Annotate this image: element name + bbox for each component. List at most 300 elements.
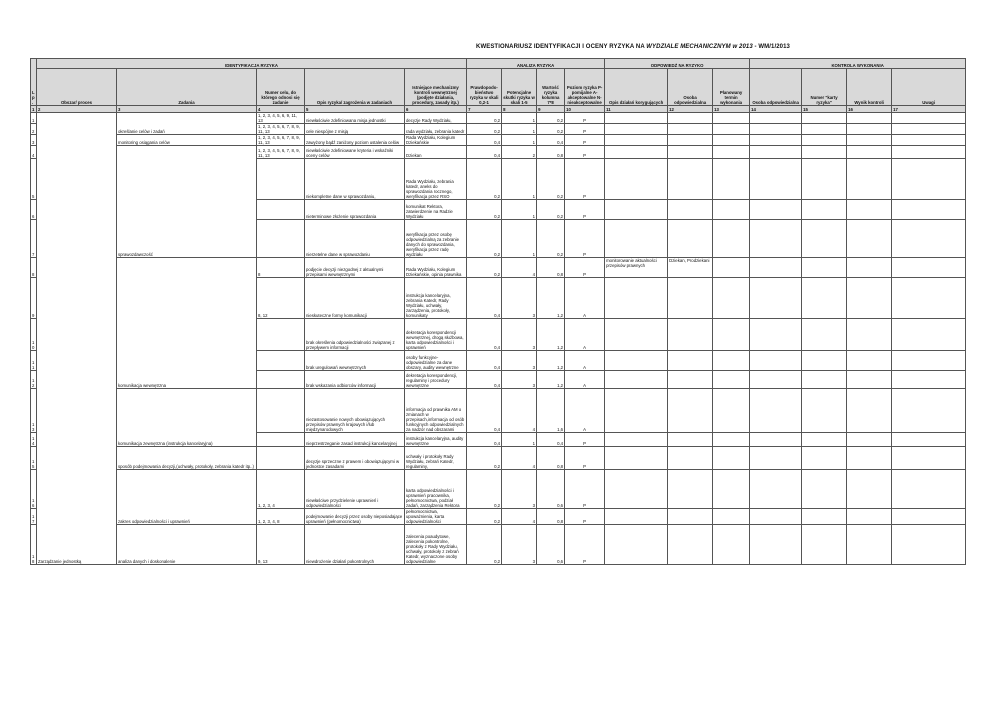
planned-date [713,508,750,524]
control-mechanisms: uchwały i protokoły Rady Wydziału, zebrań Katedr, regulaminy, [405,446,467,469]
document-title: KWESTIONARIUSZ IDENTYFIKACJI I OCENY RYZYKA NA WYDZIALE MECHANICZNYM w 2013 - WM/1/2013 [476,44,790,50]
control-mechanisms: weryfikacja przez osobę odpowiedzialną za zebranie danych do sprawozdania, weryfikacja przez radę wydziału [405,219,467,257]
remarks [892,199,966,219]
corrective-action [605,145,668,158]
planned-date [713,318,750,350]
control-result [847,370,892,388]
group-kontrola: KONTROLA WYKONANIA [750,59,966,69]
impact-value: 3 [502,277,537,318]
corrective-action [605,158,668,199]
control-person [750,469,802,508]
row-number: 8 [31,257,37,277]
remarks [892,469,966,508]
header-wartosc: Wartość ryzyka kolumna 7*8 [537,69,565,106]
responsible-person [668,277,713,318]
risk-level: P [565,257,605,277]
column-number: 17 [892,106,966,113]
risk-card-number [802,123,847,134]
risk-value: 0,6 [537,524,565,564]
risk-card-number [802,277,847,318]
control-result [847,469,892,508]
column-number: 4 [257,106,305,113]
risk-description: niewłaściwe przydzielenie uprawnień i odpowiedzialności [305,469,405,508]
row-number: 18 [31,524,37,564]
probability-value: 0,2 [467,469,502,508]
remarks [892,134,966,145]
corrective-action: monitorowanie aktualności przepisów prawnych [605,257,668,277]
row-number: 6 [31,199,37,219]
table-row [31,257,966,277]
risk-description: nieskuteczne formy komunikacji [305,277,405,318]
risk-level: A [565,277,605,318]
target-cell [257,199,305,219]
control-result [847,145,892,158]
control-mechanisms: dekretacja korespondencji wewnętrznej, drogą służbowa, karta odpowiedzialności i uprawnień [405,318,467,350]
risk-description: niewdrożenie działań pokontrolnych [305,524,405,564]
risk-value: 0,4 [537,134,565,145]
target-cell: 9, 13 [257,524,305,564]
header-mechanizmy-kontroli: Istniejące mechanizmy kontroli wewnętrznej (podjęte działania, procedury, zasady itp.) [405,69,467,106]
table-row [31,388,966,432]
remarks [892,158,966,199]
risk-card-number [802,469,847,508]
responsible-person [668,113,713,124]
planned-date [713,158,750,199]
target-cell: 1, 2, 3, 4, 5, 6, 7, 8, 9, 11, 13 [257,134,305,145]
row-number: 17 [31,508,37,524]
risk-description: nieprzestrzeganie zasad instrukcji kancelaryjnej [305,432,405,446]
risk-description: podejmowanie decyzji przez osoby nieposiadające uprawnień (pełnomocnictwa) [305,508,405,524]
planned-date [713,370,750,388]
planned-date [713,113,750,124]
risk-card-number [802,350,847,370]
risk-value: 0,2 [537,158,565,199]
control-mechanisms: komunikat Rektora, zatwierdzenie na Radzie Wydziału [405,199,467,219]
risk-value: 0,2 [537,123,565,134]
responsible-person [668,219,713,257]
table-row [31,134,966,145]
risk-value: 0,8 [537,145,565,158]
target-cell [257,158,305,199]
risk-level: P [565,432,605,446]
planned-date [713,219,750,257]
impact-value: 3 [502,350,537,370]
risk-card-number [802,524,847,564]
control-result [847,113,892,124]
impact-value: 3 [502,370,537,388]
risk-value: 0,8 [537,446,565,469]
column-number: 11 [605,106,668,113]
control-result [847,388,892,432]
remarks [892,370,966,388]
corrective-action [605,350,668,370]
remarks [892,318,966,350]
probability-value: 0,4 [467,318,502,350]
header-zadania: Zadania [117,69,257,106]
table-row [31,469,966,508]
column-number: 9 [537,106,565,113]
corrective-action [605,524,668,564]
row-number: 1 [31,113,37,124]
risk-description: niezastosowanie nowych obowiązujących przepisów prawnych krajowych i/lub międzynarodowych [305,388,405,432]
corrective-action [605,113,668,124]
control-person [750,388,802,432]
header-poziom: Poziom ryzyka P-pomijalne A-akceptowalne N-nieakceptowalne [565,69,605,106]
responsible-person [668,469,713,508]
probability-value: 0,2 [467,113,502,124]
header-uwagi: Uwagi [892,69,966,106]
risk-value: 1,6 [537,388,565,432]
row-number: 9 [31,277,37,318]
lp-header: Lp. [31,59,37,106]
corrective-action [605,508,668,524]
control-person [750,524,802,564]
planned-date [713,145,750,158]
control-person [750,145,802,158]
header-opis-ryzyka: Opis ryzyka/ zagrożenia w zadaniach [305,69,405,106]
risk-card-number [802,508,847,524]
risk-level: A [565,350,605,370]
row-number: 3 [31,134,37,145]
control-result [847,134,892,145]
column-number: 7 [467,106,502,113]
responsible-person [668,524,713,564]
probability-value: 0,4 [467,432,502,446]
risk-card-number [802,145,847,158]
row-number: 7 [31,219,37,257]
risk-level: A [565,370,605,388]
remarks [892,123,966,134]
task-cell: analiza danych i doskonalenie [117,524,257,564]
responsible-person [668,318,713,350]
corrective-action [605,388,668,432]
impact-value: 4 [502,446,537,469]
probability-value: 0,2 [467,524,502,564]
risk-description: niekompletne dane w sprawozdaniu, [305,158,405,199]
column-number: 16 [847,106,892,113]
control-mechanisms: Dziekan [405,145,467,158]
impact-value: 1 [502,134,537,145]
risk-description: decyzje sprzeczne z prawem i obowiązującymi w jednostce zasadami [305,446,405,469]
target-cell: 1, 2, 3, 4 [257,469,305,508]
column-number: 1 [31,106,37,113]
impact-value: 3 [502,318,537,350]
impact-value: 1 [502,219,537,257]
control-result [847,257,892,277]
risk-card-number [802,432,847,446]
probability-value: 0,4 [467,145,502,158]
control-result [847,123,892,134]
responsible-person [668,508,713,524]
probability-value: 0,4 [467,277,502,318]
corrective-action [605,446,668,469]
impact-value: 2 [502,145,537,158]
header-osoba-kontrola: Osoba odpowiedzialna [750,69,802,106]
column-number: 2 [37,106,117,113]
corrective-action [605,123,668,134]
risk-description: zawyżony bądź zaniżony poziom ustalenia celów [305,134,405,145]
control-mechanisms: pełnomocnictwa, upoważnienia, karta odpowiedzialności [405,508,467,524]
impact-value: 4 [502,257,537,277]
planned-date [713,134,750,145]
column-number: 5 [305,106,405,113]
probability-value: 0,2 [467,123,502,134]
table-row [31,113,966,124]
remarks [892,257,966,277]
target-cell [257,318,305,350]
header-prawdopodobienstwo: Prawdopodo-bieństwo ryzyka w skali 0,2-1 [467,69,502,106]
remarks [892,113,966,124]
control-person [750,199,802,219]
row-number: 14 [31,432,37,446]
risk-level: P [565,123,605,134]
responsible-person [668,370,713,388]
risk-value: 0,2 [537,199,565,219]
risk-value: 0,2 [537,113,565,124]
impact-value: 4 [502,388,537,432]
risk-level: P [565,219,605,257]
risk-level: P [565,113,605,124]
risk-description: brak uregulowań wewnętrznych [305,350,405,370]
row-number: 2 [31,123,37,134]
remarks [892,508,966,524]
row-number: 10 [31,318,37,350]
risk-card-number [802,370,847,388]
risk-card-number [802,199,847,219]
planned-date [713,350,750,370]
risk-level: P [565,199,605,219]
responsible-person [668,432,713,446]
risk-value: 0,8 [537,508,565,524]
control-person [750,134,802,145]
target-cell: 1, 2, 3, 4, 8 [257,508,305,524]
impact-value: 4 [502,508,537,524]
planned-date [713,432,750,446]
responsible-person [668,199,713,219]
target-cell: 1, 2, 3, 4, 5, 6, 9, 11, 13 [257,113,305,124]
corrective-action [605,432,668,446]
column-number-row [31,106,966,113]
control-mechanisms: dekretacja korespondencji, regulaminy i procedury wewnętrzne [405,370,467,388]
responsible-person [668,134,713,145]
risk-description: niewłaściwie zdefiniowane kryteria i wskaźniki oceny celów [305,145,405,158]
impact-value: 1 [502,113,537,124]
probability-value: 0,2 [467,446,502,469]
control-person [750,219,802,257]
risk-description: nieterminowe złożenie sprawozdania [305,199,405,219]
risk-card-number [802,219,847,257]
control-result [847,508,892,524]
risk-level: P [565,145,605,158]
probability-value: 0,4 [467,370,502,388]
probability-value: 0,2 [467,199,502,219]
target-cell [257,388,305,432]
impact-value: 3 [502,524,537,564]
remarks [892,350,966,370]
risk-level: P [565,134,605,145]
row-number: 11 [31,350,37,370]
task-cell: sposób podejmowania decyzji,(uchwały, protokoły, zebrania katedr itp..) [117,446,257,469]
target-cell: 1, 2, 3, 4, 5, 6, 7, 8, 9, 11, 13 [257,145,305,158]
control-result [847,219,892,257]
column-number: 10 [565,106,605,113]
risk-card-number [802,134,847,145]
control-result [847,277,892,318]
corrective-action [605,199,668,219]
control-person [750,277,802,318]
remarks [892,524,966,564]
probability-value: 0,2 [467,158,502,199]
control-mechanisms: Rada Wydziału, Kolegium Dziekańskie, opinia prawnika [405,257,467,277]
header-termin: Planowany termin wykonania [713,69,750,106]
remarks [892,388,966,432]
responsible-person [668,158,713,199]
row-number: 13 [31,388,37,432]
responsible-person [668,350,713,370]
table-row [31,145,966,158]
column-number: 14 [750,106,802,113]
risk-value: 1,2 [537,277,565,318]
group-identyfikacja: IDENTYFIKACJA RYZYKA [37,59,467,69]
risk-description: nierzetelne dane w sprawozdaniu [305,219,405,257]
impact-value: 1 [502,158,537,199]
task-cell: komunikacja zewnętrzna (instrukcja kancelaryjna) [117,388,257,446]
responsible-person [668,388,713,432]
target-cell [257,219,305,257]
risk-level: P [565,508,605,524]
planned-date [713,199,750,219]
header-obszar: Obszar/ proces [37,69,117,106]
planned-date [713,257,750,277]
risk-value: 0,6 [537,469,565,508]
column-number: 6 [405,106,467,113]
probability-value: 0,2 [467,219,502,257]
risk-level: P [565,158,605,199]
risk-value: 0,2 [537,219,565,257]
remarks [892,219,966,257]
probability-value: 0,4 [467,350,502,370]
control-mechanisms: instrukcja kancelaryjna, zebrania Katedr, Rady Wydziału, uchwały, zarządzenia, protokoły, komunikaty [405,277,467,318]
impact-value: 1 [502,199,537,219]
table-row [31,524,966,564]
header-osoba-odpowiedzialna: Osoba odpowiedzialna [668,69,713,106]
planned-date [713,277,750,318]
planned-date [713,388,750,432]
target-cell [257,432,305,446]
area-cell: Zarządzanie jednostką [37,113,117,565]
control-result [847,432,892,446]
control-mechanisms: karta odpowiedzialności i uprawnień pracownika, pełnomocnictwa, podział zadań, zarządzenia Rektora [405,469,467,508]
risk-description: brak wskazania odbiorców informacji [305,370,405,388]
risk-level: P [565,446,605,469]
header-dzialania-korygujace: Opis działań korygujących [605,69,668,106]
control-person [750,158,802,199]
probability-value: 0,4 [467,388,502,432]
control-person [750,432,802,446]
header-wynik-kontroli: Wynik kontroli [847,69,892,106]
control-mechanisms: zalecenia poaudytowe, zalecenia pokontrolne, protokoły z Rady Wydziału, uchwały, protokoły z zebrań Katedr, wyznaczone osoby odpowiedzialne [405,524,467,564]
target-cell [257,446,305,469]
risk-card-number [802,113,847,124]
corrective-action [605,134,668,145]
control-mechanisms: Rada Wydziału, Kolegium Dziekańskie [405,134,467,145]
remarks [892,145,966,158]
corrective-action [605,318,668,350]
control-result [847,446,892,469]
row-number: 12 [31,370,37,388]
column-number: 15 [802,106,847,113]
control-person [750,113,802,124]
impact-value: 3 [502,469,537,508]
control-mechanisms: informacja od prawnika AM o zmianach w przepisach,informacja od osób funkcyjnych odpowiedzialnych za nadzór nad obszarami [405,388,467,432]
column-number: 3 [117,106,257,113]
risk-value: 0,4 [537,432,565,446]
probability-value: 0,2 [467,508,502,524]
task-cell: określanie celów i zadań [117,113,257,135]
target-cell: 8, 12 [257,277,305,318]
responsible-person [668,123,713,134]
risk-value: 1,2 [537,318,565,350]
group-odpowiedz: ODPOWIEDŹ NA RYZYKO [605,59,750,69]
risk-description: podjęcie decyzji niezgodnej z aktualnymi przepisami wewnętrznymi [305,257,405,277]
control-mechanisms: rada wydziału, zebrania katedr [405,123,467,134]
control-result [847,350,892,370]
group-analiza: ANALIZA RYZYKA [467,59,605,69]
probability-value: 0,4 [467,134,502,145]
control-result [847,199,892,219]
risk-value: 1,2 [537,350,565,370]
row-number: 5 [31,158,37,199]
remarks [892,432,966,446]
control-mechanisms: Rada Wydziału, zebrania katedr, aneks do sprawozdania rocznego, weryfikacja przez RSO [405,158,467,199]
risk-card-number [802,158,847,199]
control-mechanisms: instrukcja kancelaryjna, audity wewnętrzne [405,432,467,446]
impact-value: 1 [502,432,537,446]
responsible-person [668,446,713,469]
target-cell: 1, 2, 3, 4, 5, 6, 7, 8, 9, 11, 13 [257,123,305,134]
planned-date [713,524,750,564]
corrective-action [605,370,668,388]
risk-level: P [565,524,605,564]
risk-card-number [802,388,847,432]
responsible-person [668,145,713,158]
control-person [750,318,802,350]
column-number: 8 [502,106,537,113]
target-cell [257,350,305,370]
control-result [847,158,892,199]
risk-card-number [802,257,847,277]
planned-date [713,446,750,469]
header-numer-celu: Numer celu, do którego odnosi się zadanie [257,69,305,106]
group-header-row [31,59,966,69]
task-cell: komunikacja wewnętrzna [117,257,257,388]
risk-level: A [565,388,605,432]
planned-date [713,469,750,508]
risk-value: 0,8 [537,257,565,277]
column-number: 12 [668,106,713,113]
control-person [750,370,802,388]
risk-description: brak określenia odpowiedzialności związanej z przepływem informacji [305,318,405,350]
header-karta-ryzyka: Numer "karty ryzyka" [802,69,847,106]
task-cell: sprawozdawczość [117,145,257,257]
planned-date [713,123,750,134]
risk-table [30,58,966,565]
impact-value: 1 [502,123,537,134]
control-result [847,524,892,564]
risk-description: niewłaściwie zdefiniowana misja jednostki [305,113,405,124]
row-number: 4 [31,145,37,158]
target-cell: 8 [257,257,305,277]
